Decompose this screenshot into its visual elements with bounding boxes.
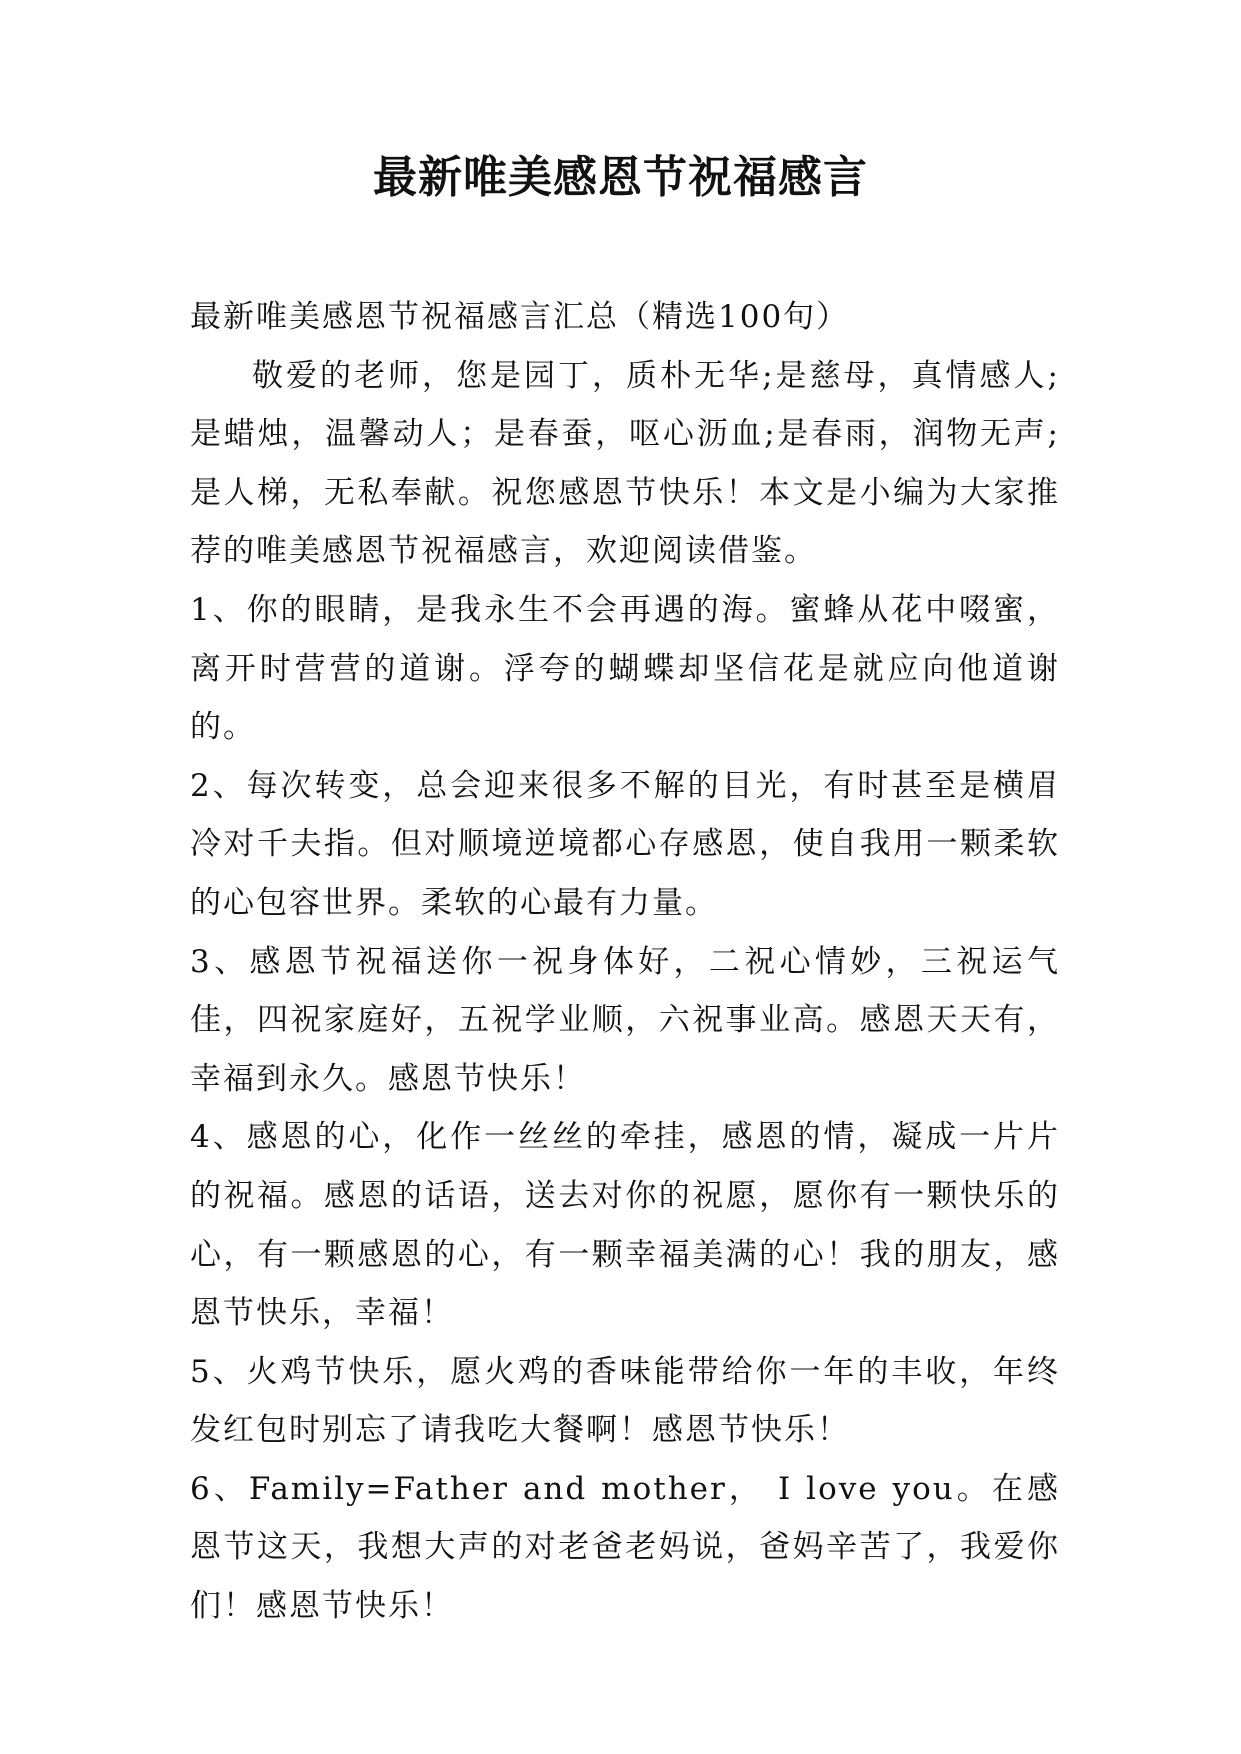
list-item-6: 6、Family=Father and mother， I love you。在感恩节这天，我想大声的对老爸老妈说，爸妈辛苦了，我爱你们！感恩节快乐！ — [190, 1470, 1060, 1625]
document-body — [190, 288, 1060, 1636]
list-item-1: 1、你的眼睛，是我永生不会再遇的海。蜜蜂从花中啜蜜，离开时营营的道谢。浮夸的蝴蝶却坚信花是就应向他道谢的。 — [190, 591, 1060, 746]
list-item-3: 3、感恩节祝福送你一祝身体好，二祝心情妙，三祝运气佳，四祝家庭好，五祝学业顺，六祝事业高。感恩天天有，幸福到永久。感恩节快乐！ — [190, 943, 1060, 1097]
document-subtitle: 最新唯美感恩节祝福感言汇总（精选100句） — [190, 299, 850, 335]
list-item-2: 2、每次转变，总会迎来很多不解的目光，有时甚至是横眉冷对千夫指。但对顺境逆境都心存感恩，使自我用一颗柔软的心包容世界。柔软的心最有力量。 — [190, 767, 1060, 921]
list-item-4: 4、感恩的心，化作一丝丝的牵挂，感恩的情，凝成一片片的祝福。感恩的话语，送去对你的祝愿，愿你有一颗快乐的心，有一颗感恩的心，有一颗幸福美满的心！我的朋友，感恩节快乐，幸福！ — [190, 1119, 1060, 1332]
document-title: 最新唯美感恩节祝福感言 — [373, 152, 868, 203]
list-item-5: 5、火鸡节快乐，愿火鸡的香味能带给你一年的丰收，年终发红包时别忘了请我吃大餐啊！感恩节快乐！ — [190, 1353, 1060, 1449]
intro-paragraph: 敬爱的老师，您是园丁，质朴无华;是慈母，真情感人;是蜡烛，温馨动人；是春蚕，呕心沥血;是春雨，润物无声;是人梯，无私奉献。祝您感恩节快乐！本文是小编为大家推荐的唯美感恩节祝福感言，欢迎阅读借鉴。 — [190, 357, 1060, 570]
